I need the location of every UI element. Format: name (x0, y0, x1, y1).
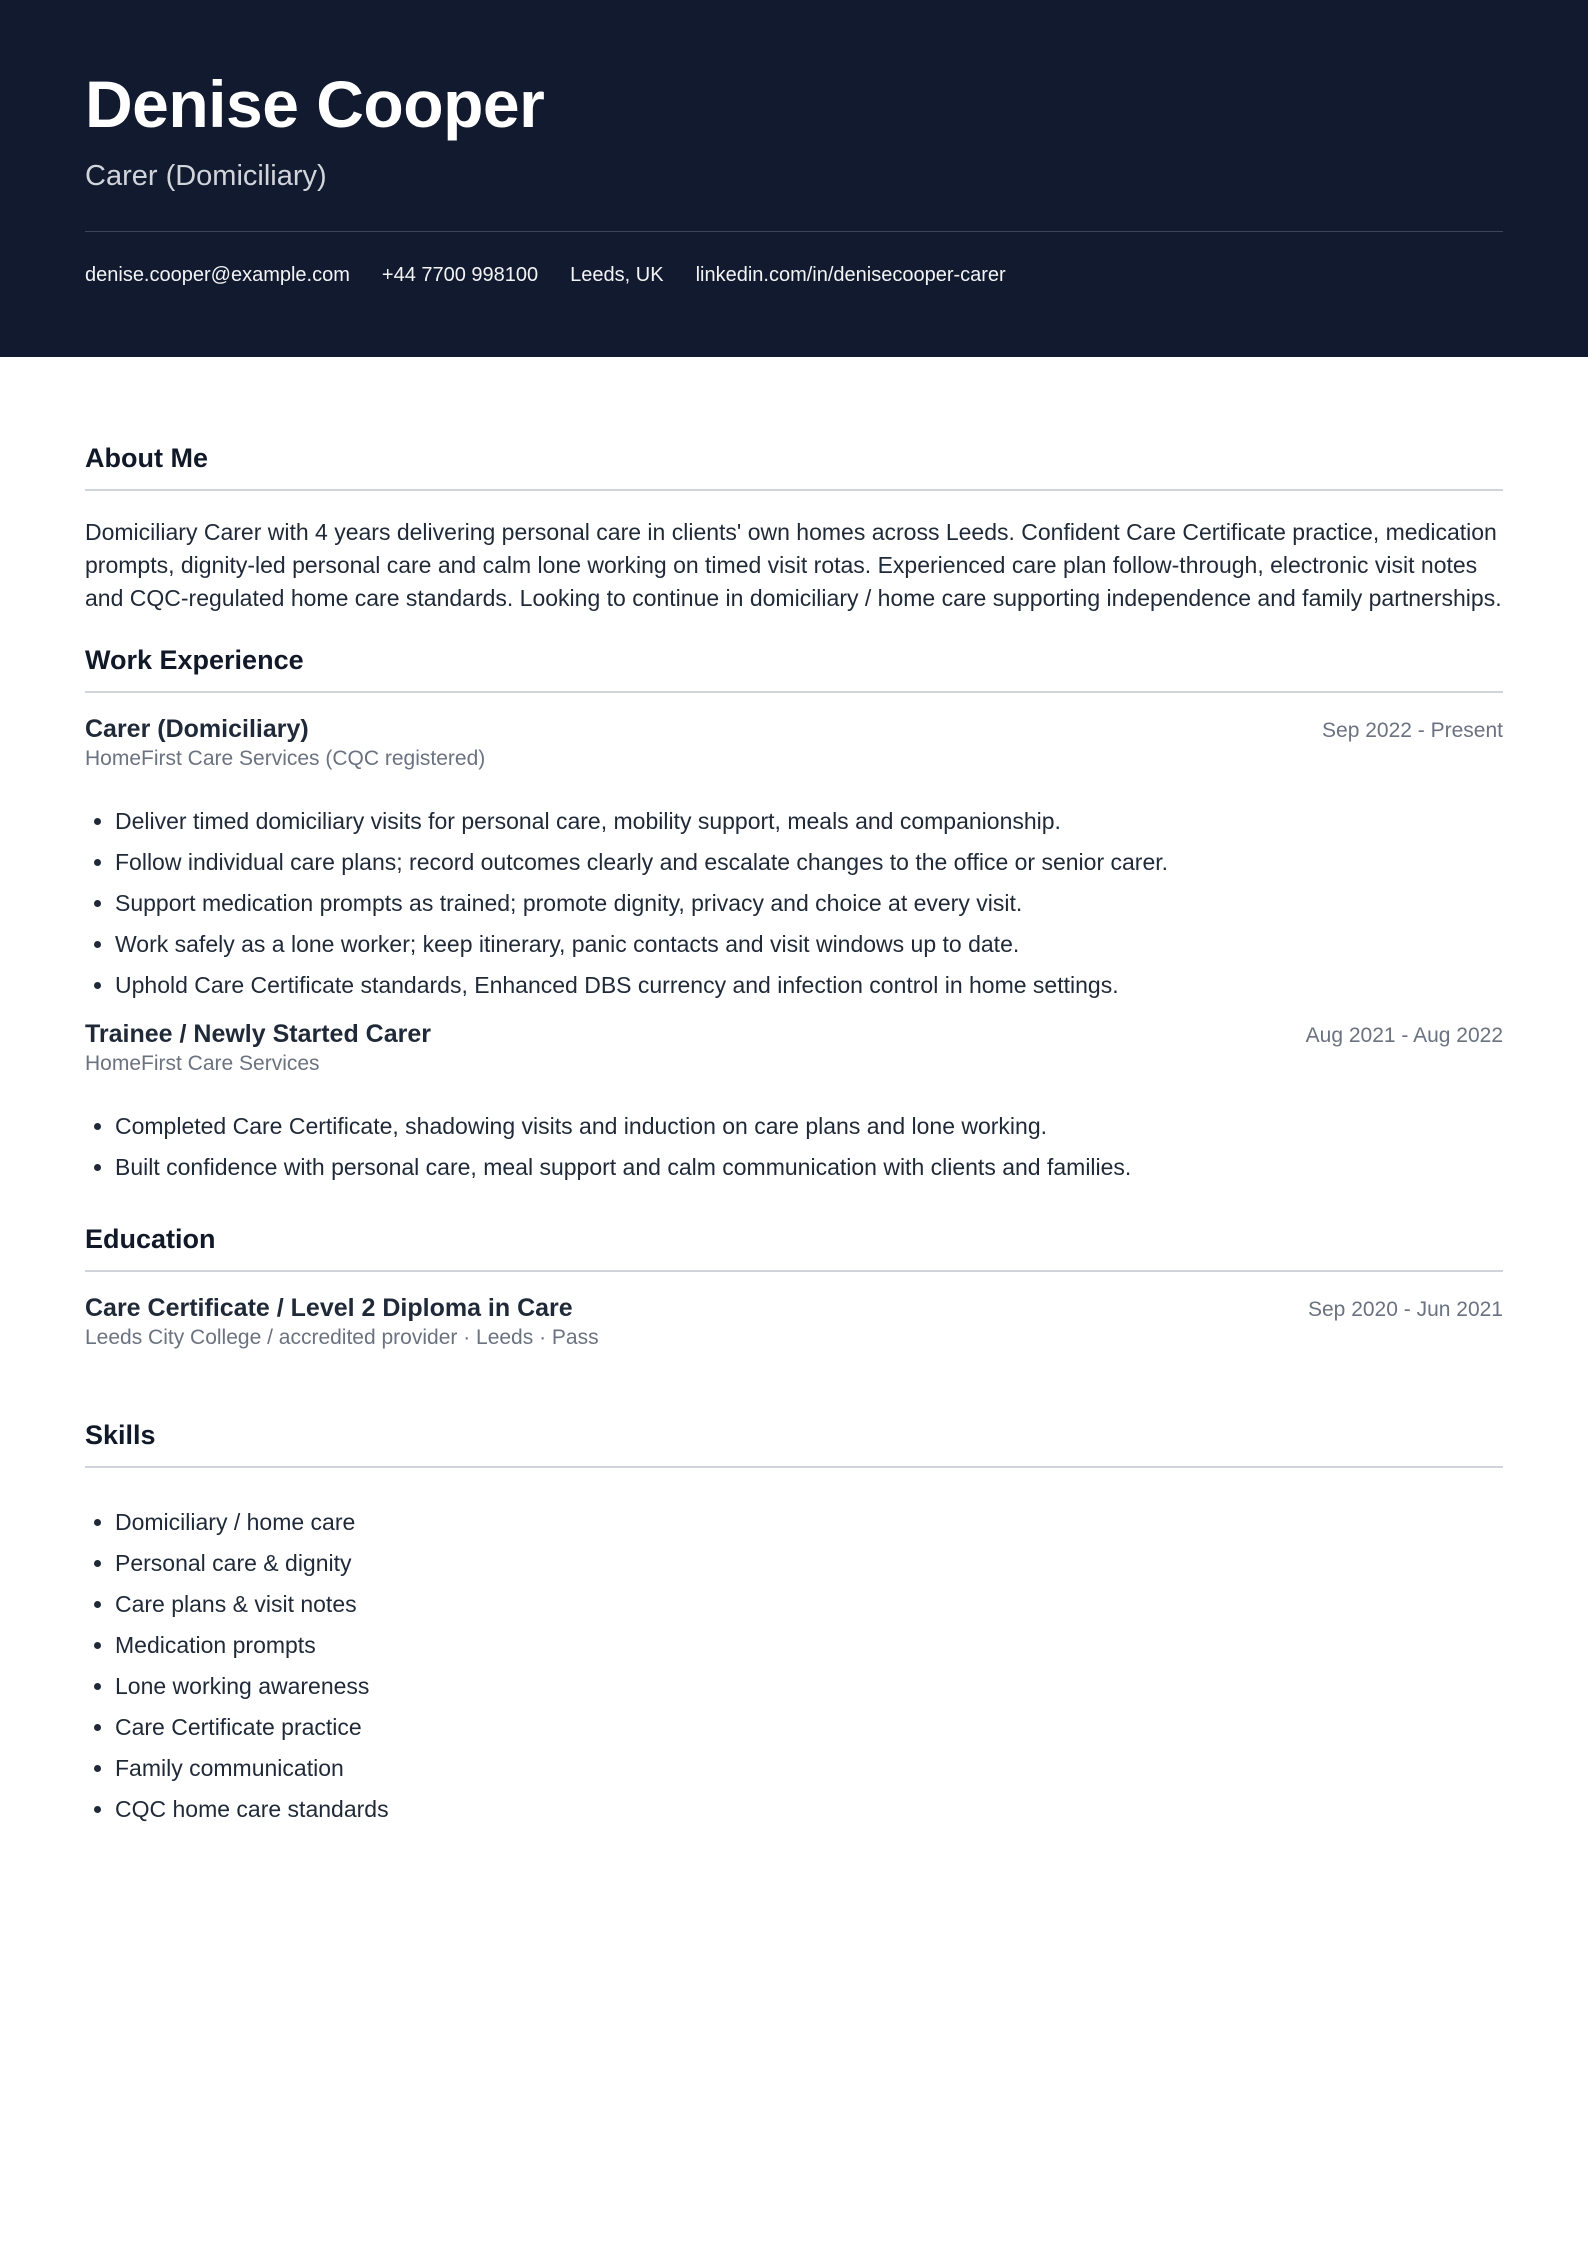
about-heading: About Me (85, 441, 1503, 491)
job-bullet: • Work safely as a lone worker; keep itinerary, panic contacts and visit windows up to date. (115, 924, 1503, 965)
skill-item: • Care plans & visit notes (115, 1584, 1503, 1625)
skill-item: • Domiciliary / home care (115, 1502, 1503, 1543)
job-role: Trainee / Newly Started Carer (85, 1020, 431, 1048)
about-text: Domiciliary Carer with 4 years delivering personal care in clients' own homes across Leeds. Confident Care Certificate practice, medication prompts, dignity-led personal care and calm lone working on timed visit rotas. Experienced care plan follow-through, electronic visit notes and CQC-regulated home care standards. Looking to continue in domiciliary / home care supporting independence and family partnerships. (85, 519, 1502, 611)
skill-item: • Care Certificate practice (115, 1707, 1503, 1748)
resume-body (0, 441, 1588, 1830)
contact-phone[interactable]: +44 7700 998100 (381, 264, 539, 286)
job-dates: Sep 2022 - Present (1322, 719, 1503, 742)
job-employer: HomeFirst Care Services (CQC registered) (85, 747, 486, 770)
job-bullet: • Completed Care Certificate, shadowing visits and induction on care plans and lone working. (115, 1106, 1503, 1147)
job-entry (85, 1018, 1503, 1188)
job-bullet: • Follow individual care plans; record outcomes clearly and escalate changes to the office or senior carer. (115, 842, 1503, 883)
candidate-name: Denise Cooper (85, 67, 545, 141)
skill-item: • Medication prompts (115, 1625, 1503, 1666)
skill-item: • Family communication (115, 1748, 1503, 1789)
skills-list (85, 1502, 1503, 1830)
skills-heading: Skills (85, 1418, 1503, 1468)
job-bullet: • Deliver timed domiciliary visits for personal care, mobility support, meals and companionship. (115, 801, 1503, 842)
job-bullet: • Built confidence with personal care, meal support and calm communication with clients and families. (115, 1147, 1503, 1188)
education-section (85, 1222, 1503, 1352)
contact-linkedin[interactable]: linkedin.com/in/denisecooper-carer (695, 264, 1006, 286)
about-section (85, 441, 1503, 615)
contact-email[interactable]: denise.cooper@example.com (85, 264, 350, 286)
contact-row (85, 264, 1503, 287)
education-header (85, 1292, 1503, 1324)
job-entry (85, 713, 1503, 1006)
work-experience-section (85, 643, 1503, 1188)
job-bullets (85, 801, 1503, 1006)
header-divider (85, 231, 1503, 232)
skill-item: • CQC home care standards (115, 1789, 1503, 1830)
education-qualification: Care Certificate / Level 2 Diploma in Care (85, 1294, 573, 1322)
education-details: Leeds City College / accredited provider · Leeds · Pass (85, 1326, 599, 1349)
education-dates: Sep 2020 - Jun 2021 (1308, 1298, 1503, 1321)
job-role: Carer (Domiciliary) (85, 715, 309, 743)
work-experience-heading: Work Experience (85, 643, 1503, 693)
resume-header (0, 0, 1588, 357)
skill-item: • Personal care & dignity (115, 1543, 1503, 1584)
skill-item: • Lone working awareness (115, 1666, 1503, 1707)
job-dates: Aug 2021 - Aug 2022 (1305, 1024, 1503, 1047)
job-bullet: • Uphold Care Certificate standards, Enhanced DBS currency and infection control in home settings. (115, 965, 1503, 1006)
job-header (85, 1018, 1503, 1050)
job-bullets (85, 1106, 1503, 1188)
skills-section (85, 1418, 1503, 1830)
candidate-title: Carer (Domiciliary) (85, 160, 327, 192)
job-header (85, 713, 1503, 745)
job-bullet: • Support medication prompts as trained; promote dignity, privacy and choice at every visit. (115, 883, 1503, 924)
education-heading: Education (85, 1222, 1503, 1272)
job-employer: HomeFirst Care Services (85, 1052, 320, 1075)
contact-location: Leeds, UK (570, 264, 664, 286)
